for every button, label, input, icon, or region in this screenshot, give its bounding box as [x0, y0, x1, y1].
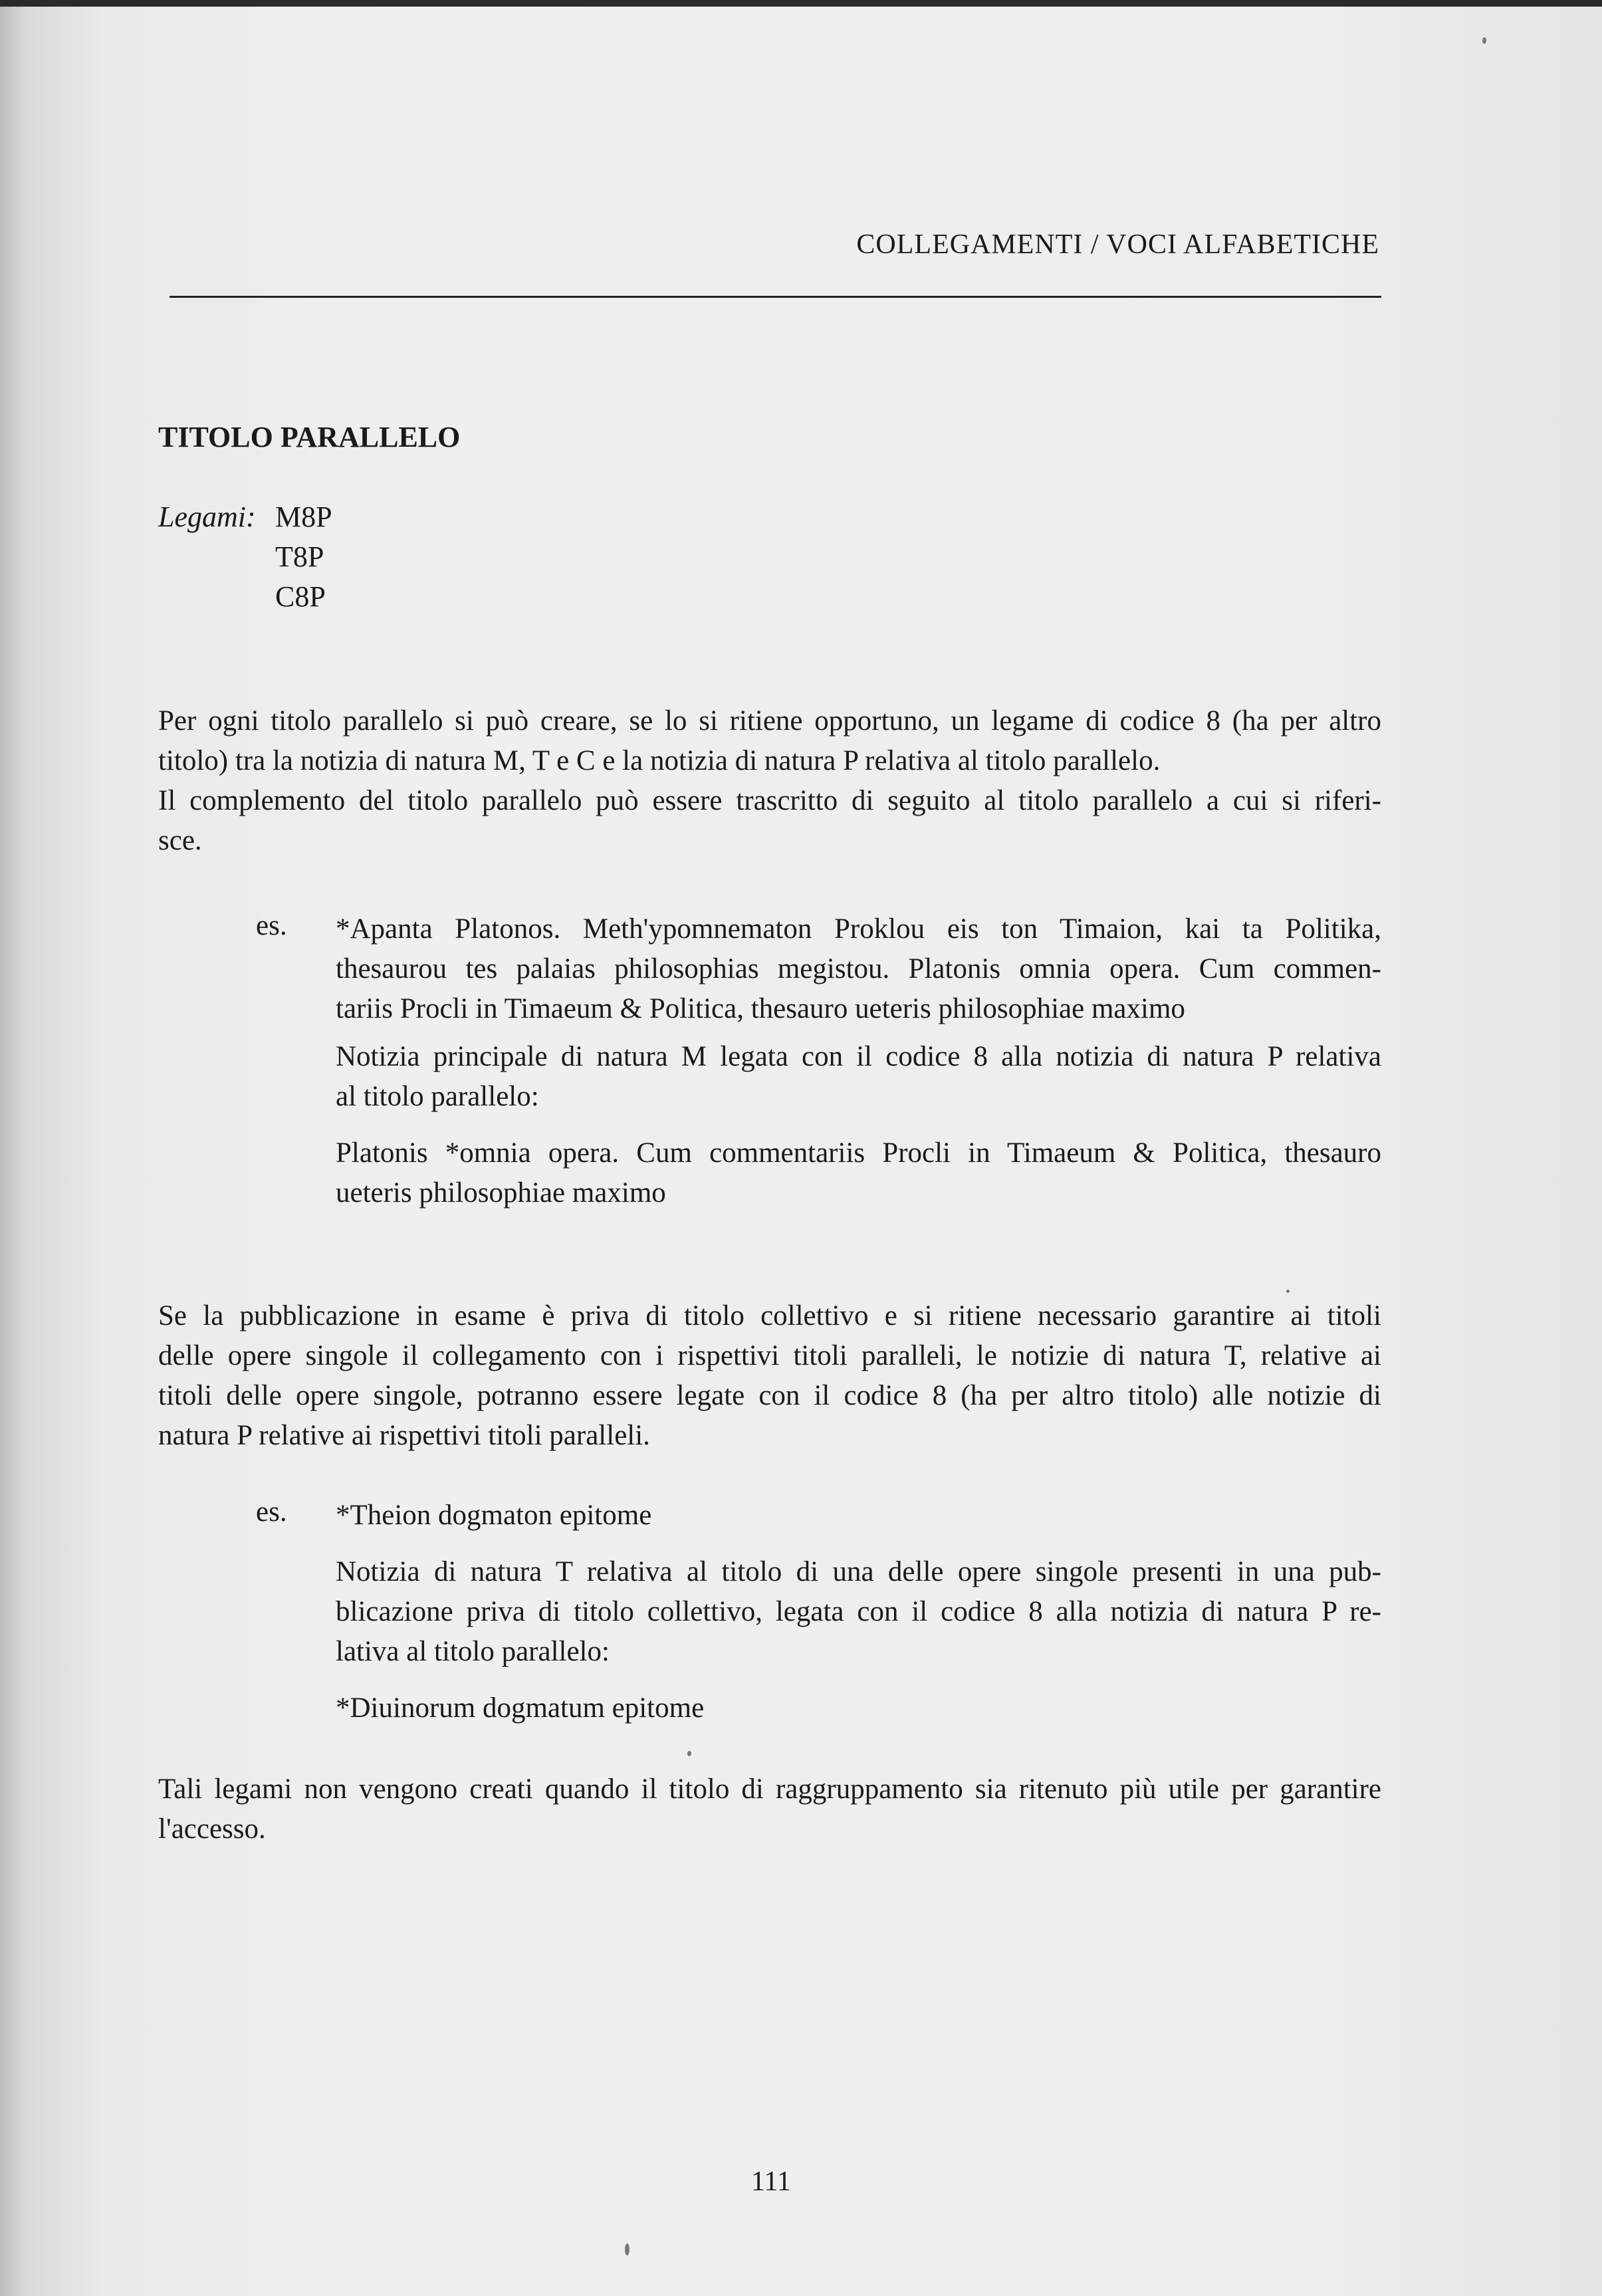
- header-rule: [170, 296, 1381, 298]
- text-line: *Theion dogmaton epitome: [336, 1500, 652, 1531]
- legami-label: Legami:: [158, 501, 256, 533]
- example-title: [336, 1496, 1381, 1536]
- page-top-edge: [0, 0, 1602, 7]
- text-line: Per ogni titolo parallelo si può creare, se lo si ritiene opportuno, un legame di codice 8 (ha per altro: [158, 705, 1381, 737]
- scan-speck: [687, 1751, 691, 1756]
- text-line: al titolo parallelo:: [336, 1081, 539, 1112]
- example-note: [336, 1037, 1381, 1117]
- text-line: Il complemento del titolo parallelo può essere trascritto di seguito al titolo parallelo a cui si riferi-: [158, 785, 1381, 816]
- paragraph-intro: [158, 701, 1381, 861]
- text-line: thesaurou tes palaias philosophias megistou. Platonis omnia opera. Cum commen-: [336, 953, 1381, 984]
- example-parallel-title: [336, 1688, 1381, 1728]
- example-label: es.: [256, 1496, 287, 1528]
- text-line: Notizia principale di natura M legata con il codice 8 alla notizia di natura P relativa: [336, 1041, 1381, 1072]
- text-line: natura P relative ai rispettivi titoli paralleli.: [158, 1420, 650, 1451]
- text-line: tariis Procli in Timaeum & Politica, thesauro ueteris philosophiae maximo: [336, 993, 1185, 1024]
- example-label: es.: [256, 910, 287, 941]
- text-line: Se la pubblicazione in esame è priva di titolo collettivo e si ritiene necessario garantire ai titoli: [158, 1300, 1381, 1331]
- scan-speck: [625, 2243, 629, 2255]
- legame-code: M8P: [275, 501, 332, 533]
- text-line: ueteris philosophiae maximo: [336, 1177, 666, 1208]
- text-line: titolo) tra la notizia di natura M, T e C e la notizia di natura P relativa al titolo parallelo.: [158, 745, 1161, 776]
- text-line: delle opere singole il collegamento con i rispettivi titoli paralleli, le notizie di natura T, relative ai: [158, 1340, 1381, 1371]
- legame-code: T8P: [275, 540, 324, 573]
- text-line: Notizia di natura T relativa al titolo di una delle opere singole presenti in una pub-: [336, 1556, 1381, 1587]
- text-line: l'accesso.: [158, 1813, 266, 1845]
- text-line: blicazione priva di titolo collettivo, legata con il codice 8 alla notizia di natura P re-: [336, 1596, 1381, 1627]
- text-line: *Diuinorum dogmatum epitome: [336, 1692, 705, 1724]
- text-line: Tali legami non vengono creati quando il titolo di raggruppamento sia ritenuto più utile per garantire: [158, 1774, 1381, 1805]
- paragraph-collective: [158, 1296, 1381, 1456]
- text-line: lativa al titolo parallelo:: [336, 1636, 610, 1667]
- example-parallel-title: [336, 1133, 1381, 1213]
- example-title: [336, 909, 1381, 1029]
- paragraph-closing: [158, 1770, 1381, 1849]
- text-line: titoli delle opere singole, potranno essere legate con il codice 8 (ha per altro titolo) alle notizie di: [158, 1380, 1381, 1411]
- page-number: 111: [751, 2166, 791, 2197]
- section-title: TITOLO PARALLELO: [158, 421, 461, 453]
- text-line: sce.: [158, 825, 202, 856]
- scan-speck: [1482, 37, 1486, 44]
- running-head: COLLEGAMENTI / VOCI ALFABETICHE: [856, 229, 1379, 260]
- text-line: *Apanta Platonos. Meth'ypomnematon Proklou eis ton Timaion, kai ta Politika,: [336, 913, 1381, 945]
- example-note: [336, 1552, 1381, 1672]
- scan-speck: [1286, 1290, 1290, 1293]
- legame-code: C8P: [275, 580, 326, 613]
- text-line: Platonis *omnia opera. Cum commentariis Procli in Timaeum & Politica, thesauro: [336, 1137, 1381, 1169]
